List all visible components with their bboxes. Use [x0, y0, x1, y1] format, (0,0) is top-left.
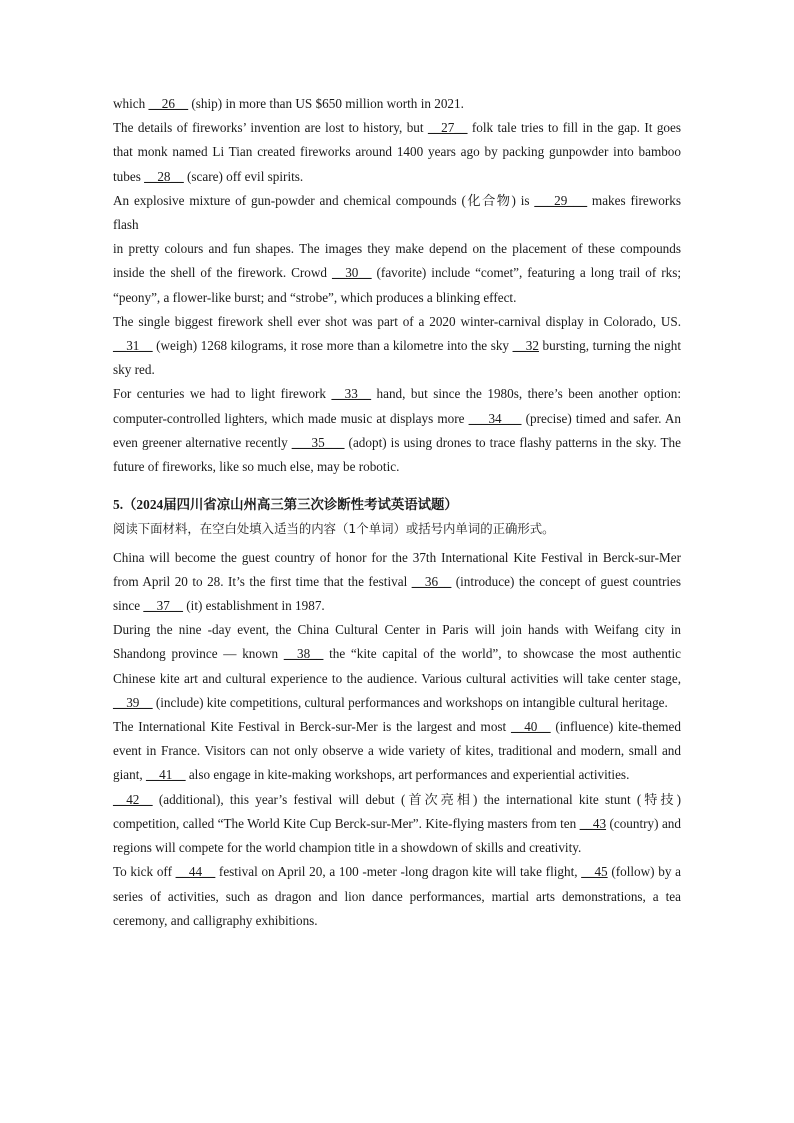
- passage-text: (introduce) the concept of guest countries since: [113, 573, 681, 614]
- answer-blank: __43: [579, 815, 607, 831]
- passage4-paragraph-4: [113, 237, 681, 310]
- answer-blank: __32: [512, 338, 539, 354]
- answer-blank: ___34___: [468, 410, 522, 426]
- answer-blank: ___29___: [534, 192, 588, 208]
- document-page: [113, 92, 681, 933]
- answer-blank: __36__: [411, 573, 452, 589]
- answer-blank: __26__: [148, 96, 189, 111]
- section-5-instruction: 阅读下面材料，在空白处填入适当的内容（1个单词）或括号内单词的正确形式。: [113, 521, 555, 537]
- passage-text: (additional), this year’s festival will debut (首次亮相) the international kite stunt (特技) competition, called “The World Kite Cup Berck-sur-Mer”. Kite-flying masters from ten: [113, 791, 681, 831]
- passage-text: The details of fireworks’ invention are lost to history, but: [113, 120, 428, 136]
- passage5-paragraph-1: [113, 546, 681, 619]
- answer-blank: __27__: [427, 120, 468, 136]
- passage-text: The International Kite Festival in Berck-sur-Mer is the largest and most: [113, 719, 512, 735]
- passage-text: To kick off: [113, 864, 176, 880]
- passage-text: (scare) off evil spirits.: [183, 168, 304, 184]
- answer-blank: __33__: [331, 386, 372, 402]
- passage-text: China will become the guest country of honor for the 37th International Kite Festival in Berck-sur-Mer from April 20 to 28. It’s the first time that the festival: [113, 549, 681, 589]
- passage-text: (follow) by a series of activities, such as dragon and lion dance performances, martial arts demonstrations, a tea ceremony, and calligraphy exhibitions.: [113, 864, 681, 928]
- answer-blank: ___35___: [291, 434, 345, 450]
- passage-text: the “kite capital of the world”, to showcase the most authentic Chinese kite art and cultural experience to the audience. Various cultural activities will take center stage,: [113, 646, 681, 686]
- passage-text: The single biggest firework shell ever shot was part of a 2020 winter-carnival display in Colorado, US.: [113, 313, 681, 329]
- passage4-paragraph-5: [113, 310, 681, 383]
- passage-text: bursting, turning the night sky red.: [113, 338, 681, 378]
- passage-text: (adopt) is using drones to trace flashy patterns in the sky. The future of fireworks, like so much else, may be robotic.: [113, 434, 681, 475]
- passage-text: During the nine -day event, the China Cultural Center in Paris will join hands with Weifang city in Shandong province — known: [113, 622, 681, 662]
- passage5-paragraph-5: [113, 860, 681, 933]
- answer-blank: __45: [581, 864, 608, 880]
- passage-text: festival on April 20, a 100 -meter -long dragon kite will take flight,: [215, 864, 582, 880]
- passage-text: also engage in kite-making workshops, art performances and experiential activities.: [185, 767, 630, 783]
- passage-text: (include) kite competitions, cultural performances and workshops on intangible cultural heritage.: [152, 694, 668, 710]
- passage-text: (weigh) 1268 kilograms, it rose more than a kilometre into the sky: [152, 338, 513, 354]
- answer-blank: __31__: [113, 338, 153, 354]
- passage-text: (country) and regions will compete for the world champion title in a showdown of skills and creativity.: [113, 815, 681, 856]
- passage-text: makes fireworks flash: [113, 192, 681, 233]
- answer-blank: __28__: [144, 168, 184, 184]
- passage5-paragraph-4: [113, 788, 681, 861]
- passage-text: in pretty colours and fun shapes. The images they make depend on the placement of these compounds inside the shell of the firework. Crowd: [113, 241, 681, 281]
- passage-text: hand, but since the 1980s, there’s been another option: computer-controlled lighters, which made music at displays more: [113, 386, 681, 426]
- section-5-heading: 5.（2024届四川省凉山州高三第三次诊断性考试英语试题）: [113, 497, 458, 513]
- passage-text: folk tale tries to fill in the gap. It goes that monk named Li Tian created fireworks around 1400 years ago by packing gunpowder into bamboo tubes: [113, 120, 681, 184]
- answer-blank: __37__: [143, 598, 183, 614]
- answer-blank: __38__: [283, 646, 324, 662]
- answer-blank: __44__: [175, 864, 216, 880]
- passage-text: For centuries we had to light firework: [113, 386, 332, 402]
- answer-blank: __40__: [511, 719, 551, 735]
- passage4-paragraph-2: [113, 116, 681, 189]
- passage-text: (influence) kite-themed event in France. Visitors can not only observe a wide variety of kites, traditional and modern, small and giant,: [113, 719, 682, 783]
- passage4-paragraph-6: [113, 382, 681, 479]
- answer-blank: __30__: [332, 265, 372, 281]
- passage4-paragraph-1: [113, 92, 681, 116]
- passage-text: (ship) in more than US $650 million worth in 2021.: [188, 96, 464, 111]
- passage-text: which: [113, 96, 149, 111]
- passage-text: An explosive mixture of gun-powder and chemical compounds (化合物) is: [113, 192, 535, 208]
- passage-text: (precise) timed and safer. An even greener alternative recently: [113, 410, 682, 450]
- answer-blank: __41__: [145, 767, 186, 783]
- answer-blank: __42__: [113, 791, 153, 807]
- passage4-paragraph-3: [113, 189, 681, 237]
- passage-text: (favorite) include “comet”, featuring a long trail of rks; “peony”, a flower-like burst; and “strobe”, which produces a blinking effect.: [113, 265, 682, 305]
- passage5-paragraph-2: [113, 618, 681, 715]
- passage5-paragraph-3: [113, 715, 681, 788]
- answer-blank: __39__: [113, 694, 153, 710]
- passage-text: (it) establishment in 1987.: [182, 598, 325, 614]
